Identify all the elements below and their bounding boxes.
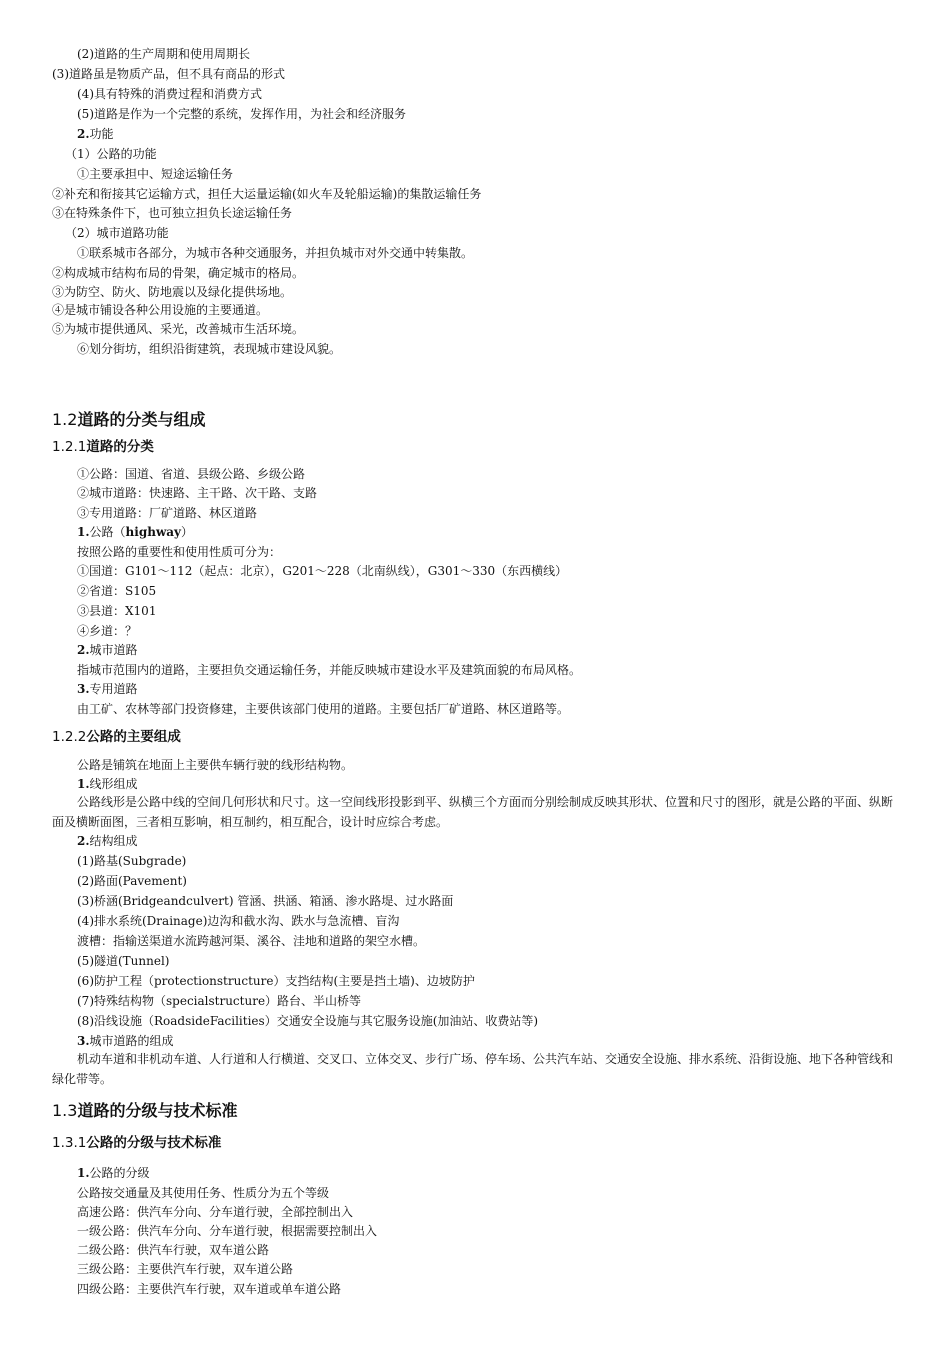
text-line: 公路按交通量及其使用任务、性质分为五个等级 xyxy=(77,1186,330,1200)
text-line: （2）城市道路功能 xyxy=(65,226,169,240)
text-line: (6)防护工程（protectionstructure）支挡结构(主要是挡土墙)、边坡防护 xyxy=(77,974,475,988)
text-line: ⑤为城市提供通风、采光，改善城市生活环境。 xyxy=(52,322,305,336)
text-line: 指城市范围内的道路，主要担负交通运输任务，并能反映城市建设水平及建筑面貌的布局风格。 xyxy=(77,663,582,677)
heading-text: 城市道路的组成 xyxy=(89,1034,174,1048)
text-line: 高速公路：供汽车分向、分车道行驶，全部控制出入 xyxy=(77,1205,354,1219)
heading-number: 1.3.1 xyxy=(52,1135,87,1151)
heading-text: 结构组成 xyxy=(89,834,138,848)
section-heading xyxy=(52,410,205,430)
text-line: (3)道路虽是物质产品，但不具有商品的形式 xyxy=(52,67,285,81)
heading-text: 功能 xyxy=(89,127,114,141)
text-line: (4)排水系统(Drainage)边沟和截水沟、跌水与急流槽、盲沟 xyxy=(77,914,400,928)
text-line: (2)道路的生产周期和使用周期长 xyxy=(77,47,250,61)
heading-number: 1.2 xyxy=(52,410,78,429)
text-line: (5)隧道(Tunnel) xyxy=(77,954,170,968)
text-line: 四级公路：主要供汽车行驶，双车道或单车道公路 xyxy=(77,1282,342,1296)
text-line: ②省道：S105 xyxy=(77,584,157,598)
text-line: 按照公路的重要性和使用性质可分为： xyxy=(77,545,282,559)
text-line: 由工矿、农林等部门投资修建，主要供该部门使用的道路。主要包括厂矿道路、林区道路等。 xyxy=(77,702,570,716)
heading-number: 2. xyxy=(77,643,90,657)
subsection-heading xyxy=(52,1135,221,1151)
text-line: ④是城市铺设各种公用设施的主要通道。 xyxy=(52,303,269,317)
heading-number: 1. xyxy=(77,525,90,539)
text-line: (2)路面(Pavement) xyxy=(77,874,187,888)
text-line: (7)特殊结构物（specialstructure）路台、半山桥等 xyxy=(77,994,362,1008)
heading-text: 道路的分类 xyxy=(86,439,154,455)
heading-text: 公路的分级 xyxy=(89,1166,150,1180)
text-line: (1)路基(Subgrade) xyxy=(77,854,187,868)
subheading-function xyxy=(77,127,114,141)
heading-number: 1.2.2 xyxy=(52,729,87,745)
text-line: 三级公路：主要供汽车行驶，双车道公路 xyxy=(77,1262,294,1276)
text-line: ②补充和衔接其它运输方式，担任大运量运输(如火车及轮船运输)的集散运输任务 xyxy=(52,187,482,201)
subheading-structure xyxy=(77,834,138,848)
heading-number: 1. xyxy=(77,777,90,791)
heading-english: highway xyxy=(125,525,182,539)
text-line: ③为防空、防火、防地震以及绿化提供场地。 xyxy=(52,285,293,299)
text-line: ②城市道路：快速路、主干路、次干路、支路 xyxy=(77,486,318,500)
text-line: ①联系城市各部分，为城市各种交通服务，并担负城市对外交通中转集散。 xyxy=(77,246,474,260)
text-line: 二级公路：供汽车行驶，双车道公路 xyxy=(77,1243,270,1257)
section-heading xyxy=(52,1101,237,1121)
subheading-highway xyxy=(77,525,193,539)
text-line: (4)具有特殊的消费过程和消费方式 xyxy=(77,87,262,101)
subheading-special-road xyxy=(77,682,138,696)
subsection-heading xyxy=(52,729,181,745)
heading-number: 3. xyxy=(77,1034,90,1048)
heading-number: 2. xyxy=(77,834,90,848)
heading-number: 2. xyxy=(77,127,90,141)
subheading-city-composition xyxy=(77,1034,174,1048)
text-line: ③在特殊条件下，也可独立担负长途运输任务 xyxy=(52,206,293,220)
heading-close: ） xyxy=(181,525,194,539)
text-line: ③县道：X101 xyxy=(77,604,157,618)
paragraph: 机动车道和非机动车道、人行道和人行横道、交叉口、立体交叉、步行广场、停车场、公共汽车站、交通安全设施、排水系统、沿街设施、地下各种管线和绿化带等。 xyxy=(52,1052,894,1086)
text-line: （1）公路的功能 xyxy=(65,147,157,161)
text-line: ①国道：G101～112（起点：北京），G201～228（北南纵线），G301～330（东西横线） xyxy=(77,564,568,578)
text-line: ②构成城市结构布局的骨架，确定城市的格局。 xyxy=(52,266,305,280)
heading-text: 道路的分级与技术标准 xyxy=(77,1101,238,1120)
heading-text: 专用道路 xyxy=(89,682,138,696)
subsection-heading xyxy=(52,439,154,455)
text-line: ③专用道路：厂矿道路、林区道路 xyxy=(77,506,258,520)
heading-text: 公路的主要组成 xyxy=(86,729,181,745)
text-line: (8)沿线设施（RoadsideFacilities）交通安全设施与其它服务设施(加油站、收费站等) xyxy=(77,1014,539,1028)
heading-text: 城市道路 xyxy=(89,643,138,657)
heading-text: 公路（ xyxy=(89,525,126,539)
text-line: 一级公路：供汽车分向、分车道行驶，根据需要控制出入 xyxy=(77,1224,378,1238)
text-line: ④乡道：？ xyxy=(77,624,138,638)
heading-number: 1.2.1 xyxy=(52,439,87,455)
subheading-alignment xyxy=(77,777,138,791)
text-line: (5)道路是作为一个完整的系统，发挥作用，为社会和经济服务 xyxy=(77,107,407,121)
text-line: ①公路：国道、省道、县级公路、乡级公路 xyxy=(77,467,306,481)
text-line: 公路是铺筑在地面上主要供车辆行驶的线形结构物。 xyxy=(77,758,354,772)
text-line: 渡槽：指输送渠道水流跨越河渠、溪谷、洼地和道路的架空水槽。 xyxy=(77,934,426,948)
subheading-city-road xyxy=(77,643,138,657)
text-line: ⑥划分街坊，组织沿街建筑，表现城市建设风貌。 xyxy=(77,342,342,356)
heading-text: 线形组成 xyxy=(89,777,138,791)
text-line: (3)桥涵(Bridgeandculvert) 管涵、拱涵、箱涵、渗水路堤、过水路面 xyxy=(77,894,454,908)
paragraph: 公路线形是公路中线的空间几何形状和尺寸。这一空间线形投影到平、纵横三个方面而分别绘制成反映其形状、位置和尺寸的图形，就是公路的平面、纵断面及横断面图，三者相互影响，相互制约，相互配合，设计时应综合考虑。 xyxy=(52,795,894,829)
text-line: ①主要承担中、短途运输任务 xyxy=(77,167,234,181)
heading-number: 1.3 xyxy=(52,1101,78,1120)
heading-number: 1. xyxy=(77,1166,90,1180)
subheading-grading xyxy=(77,1166,150,1180)
heading-number: 3. xyxy=(77,682,90,696)
heading-text: 道路的分类与组成 xyxy=(77,410,206,429)
heading-text: 公路的分级与技术标准 xyxy=(86,1135,222,1151)
